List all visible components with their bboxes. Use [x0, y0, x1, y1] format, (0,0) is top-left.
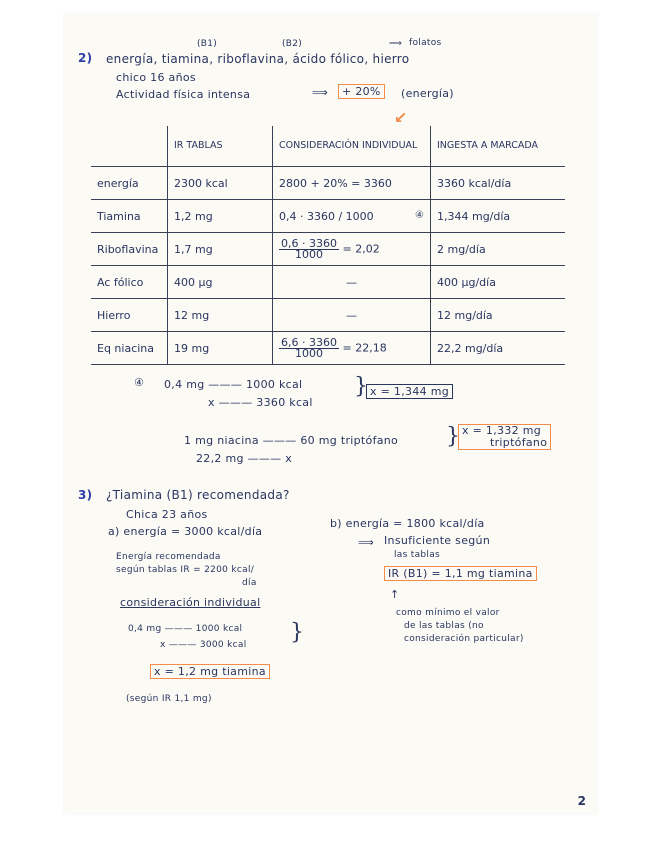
- part-a-note: (según IR 1,1 mg): [126, 694, 212, 704]
- nutrient-name: energía: [91, 167, 168, 200]
- part-b-label: b) energía = 1800 kcal/día: [330, 517, 485, 530]
- ir-value: 2300 kcal: [168, 167, 273, 200]
- consideration-value: —: [273, 299, 431, 332]
- nutrient-name: Tiamina: [91, 200, 168, 233]
- table-row: [91, 167, 565, 200]
- consideration-cell: [273, 200, 431, 233]
- intake-value: 3360 kcal/día: [431, 167, 566, 200]
- part-b-tables: las tablas: [394, 550, 441, 560]
- consideration-value: 2800 + 20% = 3360: [273, 167, 431, 200]
- consideration-cell: [273, 233, 431, 266]
- nutrient-table: [91, 126, 565, 365]
- section-3-number: 3): [78, 488, 93, 502]
- table-header-cell: IR TABLAS: [168, 126, 273, 167]
- label-b2: (B2): [282, 39, 303, 49]
- table-row: [91, 233, 565, 266]
- intake-value: 1,344 mg/día: [431, 200, 566, 233]
- label-folatos: folatos: [409, 38, 442, 48]
- fraction-numerator: 0,6 · 3360: [281, 236, 337, 250]
- part-b-note2: de las tablas (no: [404, 621, 484, 631]
- part-a-label: a) energía = 3000 kcal/día: [108, 525, 263, 538]
- orange-arrow-icon: ↙: [394, 108, 408, 127]
- table-row: [91, 332, 565, 365]
- part-b-ir-box: IR (B1) = 1,1 mg tiamina: [384, 566, 537, 581]
- intake-value: 22,2 mg/día: [431, 332, 566, 365]
- section-2-number: 2): [78, 51, 93, 65]
- ir-value: 19 mg: [168, 332, 273, 365]
- section-3-question: ¿Tiamina (B1) recomendada?: [106, 488, 290, 502]
- part-a-rec3: día: [242, 578, 257, 588]
- chico-label: chico 16 años: [116, 71, 196, 84]
- fraction-result: = 2,02: [342, 242, 380, 255]
- footnote-mark: ④: [415, 209, 424, 221]
- calc2-line2: 22,2 mg ——— x: [196, 452, 293, 465]
- table-row: [91, 266, 565, 299]
- table-row: [91, 200, 565, 233]
- calc1-line2: x ——— 3360 kcal: [208, 396, 313, 409]
- nutrient-name: Hierro: [91, 299, 168, 332]
- calc2-result-line2: triptófano: [490, 436, 548, 449]
- chica-label: Chica 23 años: [126, 508, 208, 521]
- calc2-line1: 1 mg niacina ——— 60 mg triptófano: [184, 434, 399, 447]
- part-a-line1: 0,4 mg ——— 1000 kcal: [128, 624, 243, 634]
- activity-label: Actividad física intensa: [116, 88, 251, 101]
- up-arrow-icon: ↑: [390, 588, 400, 601]
- ir-value: 1,2 mg: [168, 200, 273, 233]
- arrow-icon: ⟹: [389, 39, 403, 49]
- increment-box: + 20%: [338, 84, 385, 99]
- fraction-result: = 22,18: [342, 341, 387, 354]
- part-a-rec1: Energía recomendada: [116, 552, 221, 562]
- nutrient-name: Riboflavina: [91, 233, 168, 266]
- part-b-note1: como mínimo el valor: [396, 608, 500, 618]
- fraction-numerator: 6,6 · 3360: [281, 335, 337, 349]
- fraction-denominator: 1000: [294, 247, 323, 261]
- table-header-cell: [91, 126, 168, 167]
- part-a-result-box: x = 1,2 mg tiamina: [150, 664, 270, 679]
- page-number: 2: [577, 794, 586, 808]
- fraction-denominator: 1000: [294, 346, 323, 360]
- section-2-title: energía, tiamina, riboflavina, ácido fólico, hierro: [106, 52, 410, 66]
- brace-icon: }: [446, 424, 460, 449]
- brace-icon: }: [290, 620, 304, 645]
- label-b1: (B1): [197, 39, 218, 49]
- notebook-page: [64, 14, 598, 814]
- part-a-consideration: consideración individual: [120, 596, 261, 609]
- intake-value: 400 µg/día: [431, 266, 566, 299]
- footnote-mark: ④: [134, 376, 145, 389]
- ir-value: 1,7 mg: [168, 233, 273, 266]
- calc2-result-line1: x = 1,332 mg: [462, 424, 542, 437]
- part-a-line2: x ——— 3000 kcal: [160, 640, 247, 650]
- calc1-result-box: x = 1,344 mg: [366, 384, 453, 399]
- implies-arrow-icon: ⟹: [312, 86, 329, 99]
- calc2-result-box: [458, 424, 551, 450]
- fraction: [279, 335, 339, 360]
- part-a-rec2: según tablas IR = 2200 kcal/: [116, 565, 255, 575]
- intake-value: 12 mg/día: [431, 299, 566, 332]
- brace-icon: }: [354, 374, 368, 399]
- table-header-cell: INGESTA A MARCADA: [431, 126, 566, 167]
- ir-value: 400 µg: [168, 266, 273, 299]
- fraction: [279, 236, 339, 261]
- consideration-value: —: [273, 266, 431, 299]
- corner-arrow-icon: ⟹: [358, 536, 375, 549]
- calc1-line1: 0,4 mg ——— 1000 kcal: [164, 378, 303, 391]
- increment-note: (energía): [401, 87, 454, 100]
- consideration-value: 0,4 · 3360 / 1000: [279, 209, 374, 223]
- table-row: [91, 299, 565, 332]
- intake-value: 2 mg/día: [431, 233, 566, 266]
- consideration-cell: [273, 332, 431, 365]
- part-b-insufficient: Insuficiente según: [384, 534, 491, 547]
- table-header-row: [91, 126, 565, 167]
- nutrient-name: Eq niacina: [91, 332, 168, 365]
- ir-value: 12 mg: [168, 299, 273, 332]
- nutrient-name: Ac fólico: [91, 266, 168, 299]
- table-header-cell: CONSIDERACIÓN INDIVIDUAL: [273, 126, 431, 167]
- part-b-note3: consideración particular): [404, 634, 524, 644]
